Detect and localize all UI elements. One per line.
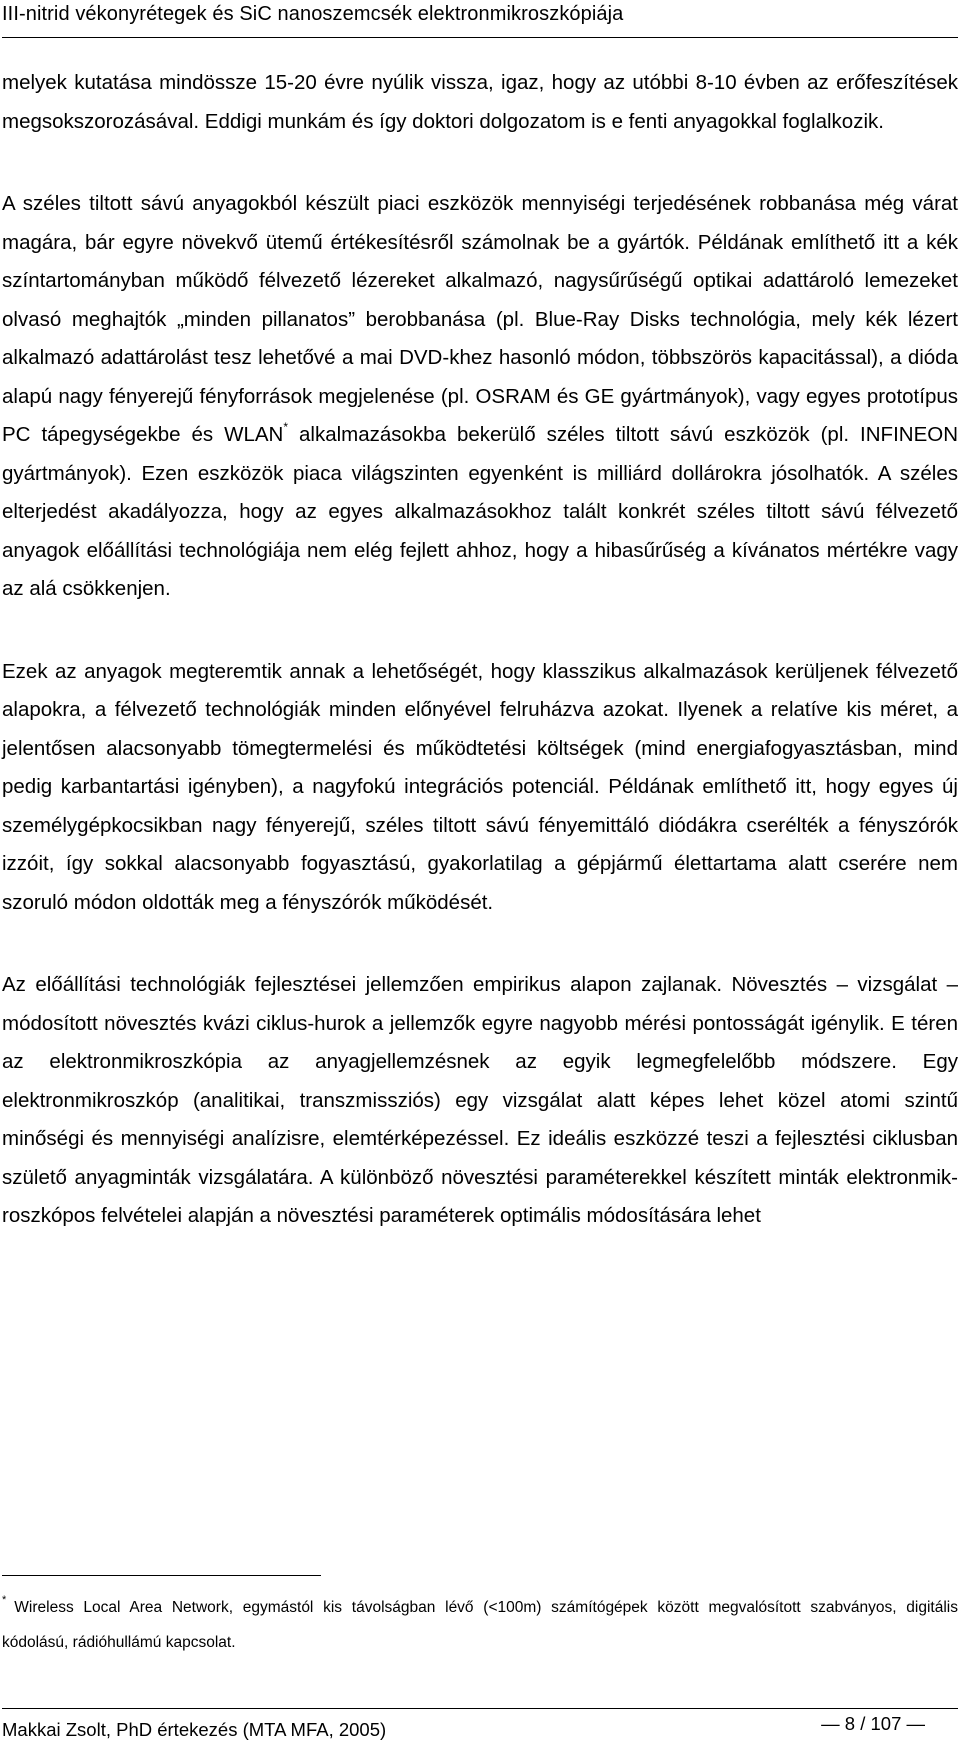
footer-author: Makkai Zsolt, PhD értekezés (MTA MFA, 2005) xyxy=(2,1719,387,1740)
footnote-marker: * xyxy=(2,1594,7,1606)
paragraph-2 xyxy=(2,185,958,609)
body-text xyxy=(2,64,958,1236)
footnote-reference[interactable]: * xyxy=(283,420,289,434)
paragraph-2-part-2: alkalmazásokba bekerülő széles tiltott sávú eszközök (pl. INFINEON gyártmányok). Ezen eszközök piaca világszinten egyenként is milliárd dollárokra jósolhatók. A széles elterjedést akadályozza, hogy az egyes alkalmazásokhoz talált konkrét széles tiltott sávú félvezető anyagok előállítási technológiája nem elég fejlett ahhoz, hogy a hibasűrűség a kívánatos mértékre vagy az alá csökkenjen. xyxy=(2,423,959,600)
page-number: — 8 / 107 — xyxy=(821,1713,925,1734)
paragraph-3: Ezek az anyagok megteremtik annak a lehetőségét, hogy klasszikus alkalmazások kerüljenek félvezető alapokra, a félvezető technológiák minden előnyével felruházva azokat. Ilyenek a relatíve kis méret, a jelentősen alacsonyabb tömegtermelési és működtetési költségek (mind energiafogyasztásban, mind pedig karbantartási igényben), a nagyfokú integrációs potenciál. Példának említhető itt, hogy egyes új személygépkocsikban nagy fényerejű, széles tiltott sávú fényemittáló diódákra cserélték a fényszórók izzóit, így sokkal alacsonyabb fogyasztású, gyakorlatilag a gépjármű élettartama alatt cserére nem szoruló módon oldották meg a fényszórók működését. xyxy=(2,659,958,914)
footer-divider xyxy=(2,1708,958,1709)
paragraph-2-part-1: A széles tiltott sávú anyagokból készült piaci eszközök mennyiségi terjedésének robbanása még várat magára, bár egyre növekvő ütemű értékesítésről számolnak be a gyártók. Példának említhető itt a kék színtartományban működő félvezető lézereket alkalmazó, nagysűrűségű optikai adattároló lemezeket olvasó meghajtók „minden pillanatos” berobbanása (pl. Blue-Ray Disks technológia, mely kék lézert alkalmazó adattárolást tesz lehetővé a mai DVD-khez hasonló módon, többszörös kapacitással), a dióda alapú nagy fényerejű fényforrások megjelenése (pl. OSRAM és GE gyártmányok), vagy egyes prototípus PC tápegységekbe és WLAN xyxy=(2,192,958,446)
header-divider xyxy=(2,37,958,38)
paragraph-1: melyek kutatása mindössze 15-20 évre nyúlik vissza, igaz, hogy az utóbbi 8-10 évben az erőfeszítések megsokszorozásával. Eddigi munkám és így doktori dolgozatom is e fenti anyagokkal foglalkozik. xyxy=(2,71,958,133)
footnote-text: Wireless Local Area Network, egymástól kis távolságban lévő (<100m) számítógépek között megvalósított szabványos, digitális kódolású, rádióhullámú kapcsolat. xyxy=(2,1599,958,1651)
running-header-title: III-nitrid vékonyrétegek és SiC nanoszemcsék elektronmikroszkópiája xyxy=(2,3,624,25)
footnote-divider xyxy=(2,1575,321,1576)
paragraph-4: Az előállítási technológiák fejlesztései jellemzően empirikus alapon zajlanak. Növesztés – vizsgálat – módosított növesztés kvázi ciklus-hurok a jellemzők egyre nagyobb mérési pontosságát igénylik. E téren az elektronmikroszkópia az anyagjellemzésnek az egyik legmegfelelőbb módszere. Egy elektronmikroszkóp (analitikai, transzmissziós) egy vizsgálat alatt képes lehet közel atomi szintű minőségi és mennyiségi analízisre, elemtérképezéssel. Ez ideális eszközzé teszi a fejlesztési ciklusban születő anyagminták vizsgálatára. A különböző növesztési paraméterekkel készített minták elektronmikroszkópos felvételei alapján a növesztési paraméterek optimális módosítására lehet xyxy=(2,973,958,1227)
footnote xyxy=(2,1590,958,1660)
